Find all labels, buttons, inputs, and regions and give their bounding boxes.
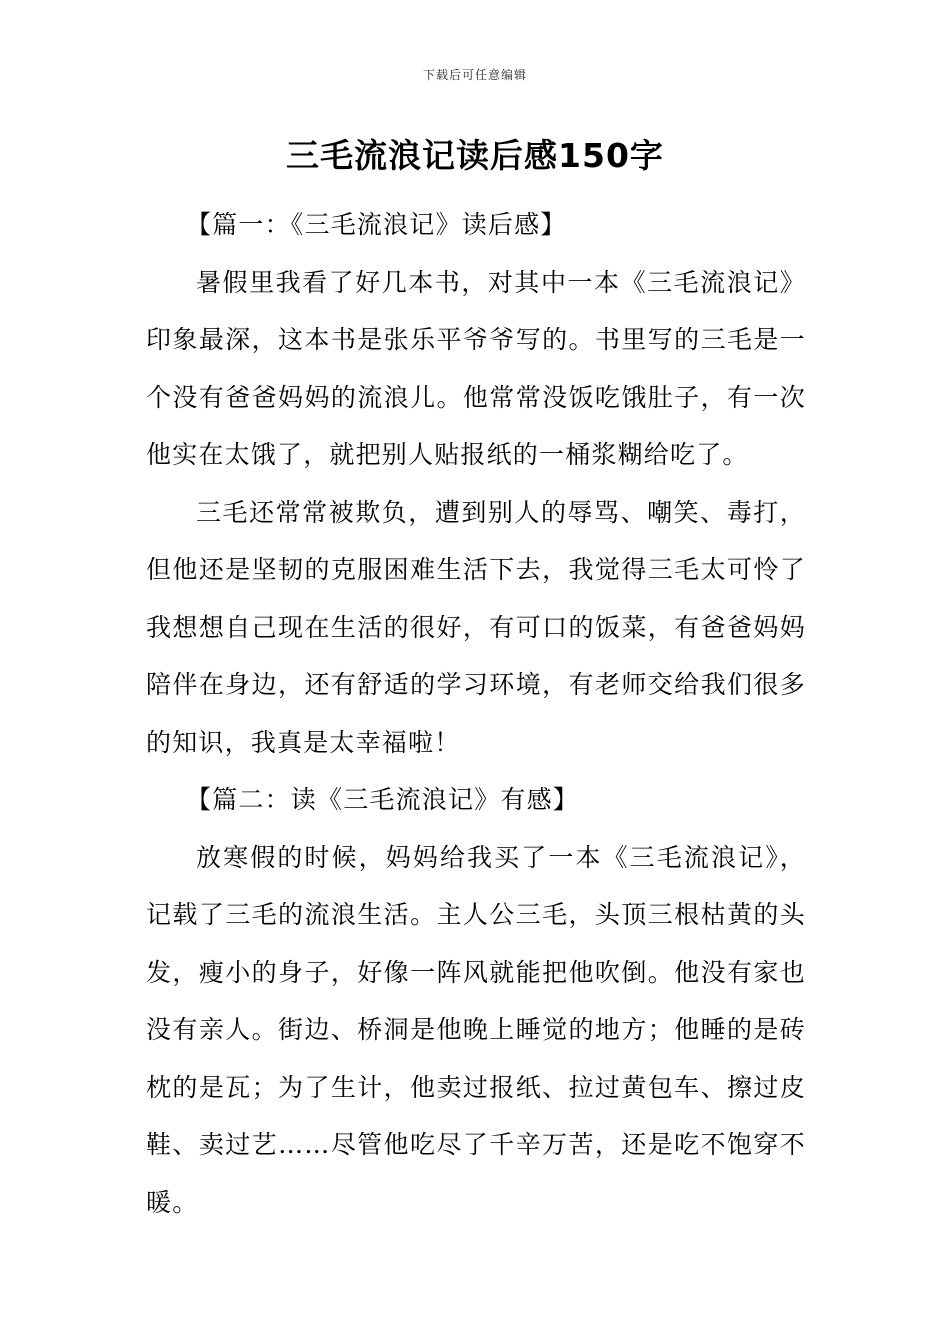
paragraph: 暑假里我看了好几本书，对其中一本《三毛流浪记》印象最深，这本书是张乐平爷爷写的。书里写的三毛是一个没有爸爸妈妈的流浪儿。他常常没饭吃饿肚子，有一次他实在太饿了，就把别人贴报纸的一桶浆糊给吃了。: [146, 267, 806, 469]
header-note: 下载后可任意编辑: [422, 68, 527, 82]
section-heading: 【篇一：《三毛流浪记》读后感】: [186, 210, 567, 239]
section-heading: 【篇二：读《三毛流浪记》有感】: [186, 785, 580, 814]
paragraph: 放寒假的时候，妈妈给我买了一本《三毛流浪记》，记载了三毛的流浪生活。主人公三毛，头顶三根枯黄的头发，瘦小的身子，好像一阵风就能把他吹倒。他没有家也没有亲人。街边、桥洞是他晚上睡觉的地方；他睡的是砖枕的是瓦；为了生计，他卖过报纸、拉过黄包车、擦过皮鞋、卖过艺……尽管他吃尽了千辛万苦，还是吃不饱穿不暖。: [146, 842, 806, 1217]
document-title: 三毛流浪记读后感150字: [286, 136, 664, 175]
paragraph: 三毛还常常被欺负，遭到别人的辱骂、嘲笑、毒打，但他还是坚韧的克服困难生活下去，我觉得三毛太可怜了我想想自己现在生活的很好，有可口的饭菜，有爸爸妈妈陪伴在身边，还有舒适的学习环境，有老师交给我们很多的知识，我真是太幸福啦！: [146, 497, 806, 757]
document-body: [146, 196, 806, 1231]
